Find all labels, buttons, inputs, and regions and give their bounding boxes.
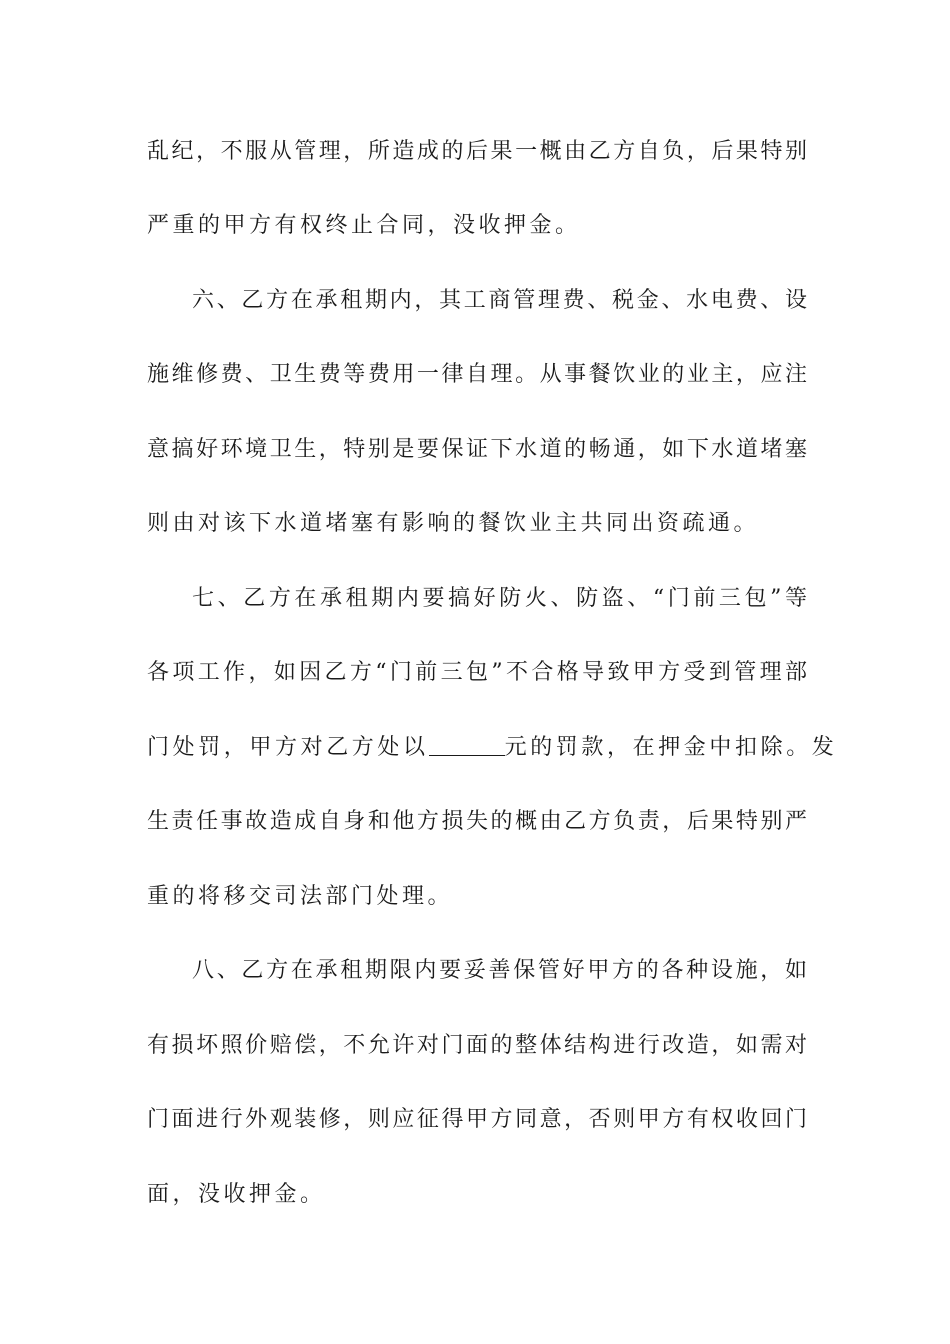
text-line: 各项工作，如因乙方“门前三包”不合格导致甲方受到管理部 [147,660,807,685]
fill-in-blank [429,735,505,756]
text-line: 六、乙方在承租期内，其工商管理费、税金、水电费、设 [192,288,807,313]
text-line: 门面进行外观装修，则应征得甲方同意，否则甲方有权收回门 [147,1107,807,1132]
text-line: 重的将移交司法部门处理。 [147,884,454,909]
text-segment: 元的罚款，在押金中扣除。发 [504,735,838,760]
text-line: 生责任事故造成自身和他方损失的概由乙方负责，后果特别严 [147,809,807,834]
text-line-with-blank [147,732,838,764]
text-line: 七、乙方在承租期内要搞好防火、防盗、“门前三包”等 [192,586,807,611]
text-segment: 门处罚，甲方对乙方处以 [147,735,429,760]
text-line: 有损坏照价赔偿，不允许对门面的整体结构进行改造，如需对 [147,1033,807,1058]
text-line: 乱纪，不服从管理，所造成的后果一概由乙方自负，后果特别 [147,139,807,164]
text-line: 施维修费、卫生费等费用一律自理。从事餐饮业的业主，应注 [147,362,807,387]
text-line: 面，没收押金。 [147,1182,326,1207]
text-line: 意搞好环境卫生，特别是要保证下水道的畅通，如下水道堵塞 [147,437,807,462]
text-line: 八、乙方在承租期限内要妥善保管好甲方的各种设施，如 [192,958,807,983]
text-line: 则由对该下水道堵塞有影响的餐饮业主共同出资疏通。 [147,511,760,536]
text-line: 严重的甲方有权终止合同，没收押金。 [147,213,581,238]
